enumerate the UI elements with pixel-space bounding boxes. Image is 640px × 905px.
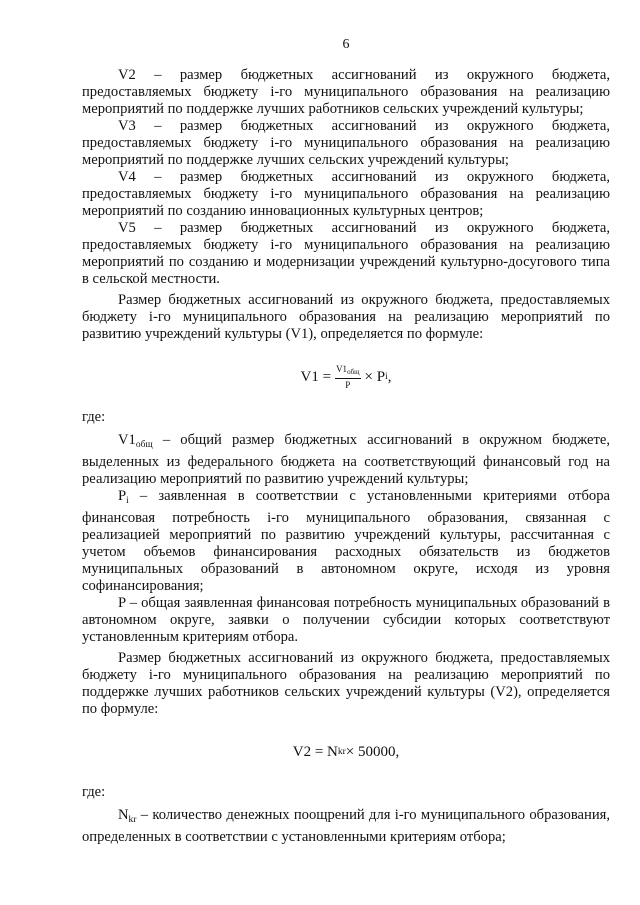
v1obsh-symbol: V1 <box>118 432 136 448</box>
formula-v1-fraction <box>335 364 360 390</box>
paragraph-v2-definition: V2 – размер бюджетных ассигнований из окружного бюджета, предоставляемых бюджету i-го муниципального образования на реализацию мероприятий по поддержке лучших работников сельских учреждений культуры; <box>82 67 610 117</box>
formula-v1-numerator <box>335 364 360 379</box>
pi-text: – заявленная в соответствии с установленными критериями отбора финансовая потребность i-го муниципального образования, связанная с реализацией мероприятий по развитию учреждений культуры, рассчитанная с учетом объемов финансирования расходных обязательств из бюджетов муниципальных образований в автономном округе, исходя из уровня софинансирования; <box>82 488 610 594</box>
formula-v2 <box>82 732 610 772</box>
paragraph-v5-definition: V5 – размер бюджетных ассигнований из окружного бюджета, предоставляемых бюджету i-го муниципального образования на реализацию мероприятий по созданию и модернизации учреждений культурно-досугового типа в сельской местности. <box>82 220 610 287</box>
numerator-main: V1 <box>336 364 348 374</box>
formula-v2-sub: kr <box>337 746 346 757</box>
formula-v2-lhs: V2 = N <box>292 743 338 760</box>
page-number: 6 <box>342 37 350 52</box>
formula-v1 <box>82 357 610 397</box>
paragraph-nkr <box>82 807 610 846</box>
paragraph-v1obsh <box>82 432 610 488</box>
nkr-symbol: N <box>118 807 129 823</box>
formula-v2-rhs: × 50000, <box>345 743 400 760</box>
v1obsh-sub: общ <box>135 440 153 450</box>
nkr-sub: kr <box>128 815 137 825</box>
paragraph-v4-definition: V4 – размер бюджетных ассигнований из окружного бюджета, предоставляемых бюджету i-го муниципального образования на реализацию мероприятий по созданию инновационных культурных центров; <box>82 169 610 219</box>
v1obsh-text: – общий размер бюджетных ассигнований в окружном бюджете, выделенных из федерального бюджета на соответствующий финансовый год на реализацию мероприятий по развитию учреждений культуры; <box>82 432 610 487</box>
pi-sub: i <box>126 496 129 506</box>
formula-v1-end: , <box>387 368 392 385</box>
pi-symbol: P <box>118 488 127 504</box>
formula-v1-rhs-sub: i <box>385 371 388 382</box>
paragraph-pi <box>82 488 610 595</box>
where-label-1: где: <box>82 409 106 425</box>
formula-v1-lhs: V1 = <box>300 368 332 385</box>
formula-v1-rhs: × P <box>364 368 386 385</box>
document-page <box>82 36 610 846</box>
formula-v1-denominator: P <box>345 380 351 390</box>
paragraph-v3-definition: V3 – размер бюджетных ассигнований из окружного бюджета, предоставляемых бюджету i-го муниципального образования на реализацию мероприятий по поддержке лучших сельских учреждений культуры; <box>82 118 610 168</box>
paragraph-v2-intro: Размер бюджетных ассигнований из окружного бюджета, предоставляемых бюджету i-го муниципального образования на реализацию мероприятий по поддержке лучших работников сельских учреждений культуры (V2), определяется по формуле: <box>82 650 610 717</box>
paragraph-p: P – общая заявленная финансовая потребность муниципальных образований в автономном округе, заявки о получении субсидии которых соответствуют установленным критериям отбора. <box>82 595 610 645</box>
paragraph-v1-intro: Размер бюджетных ассигнований из окружного бюджета, предоставляемых бюджету i-го муниципального образования на реализацию мероприятий по развитию учреждений культуры (V1), определяется по формуле: <box>82 292 610 342</box>
nkr-text: – количество денежных поощрений для i-го муниципального образования, определенных в соответствии с установленными критериям отбора; <box>82 807 610 845</box>
numerator-sub: общ <box>347 368 360 376</box>
where-label-2: где: <box>82 784 106 800</box>
